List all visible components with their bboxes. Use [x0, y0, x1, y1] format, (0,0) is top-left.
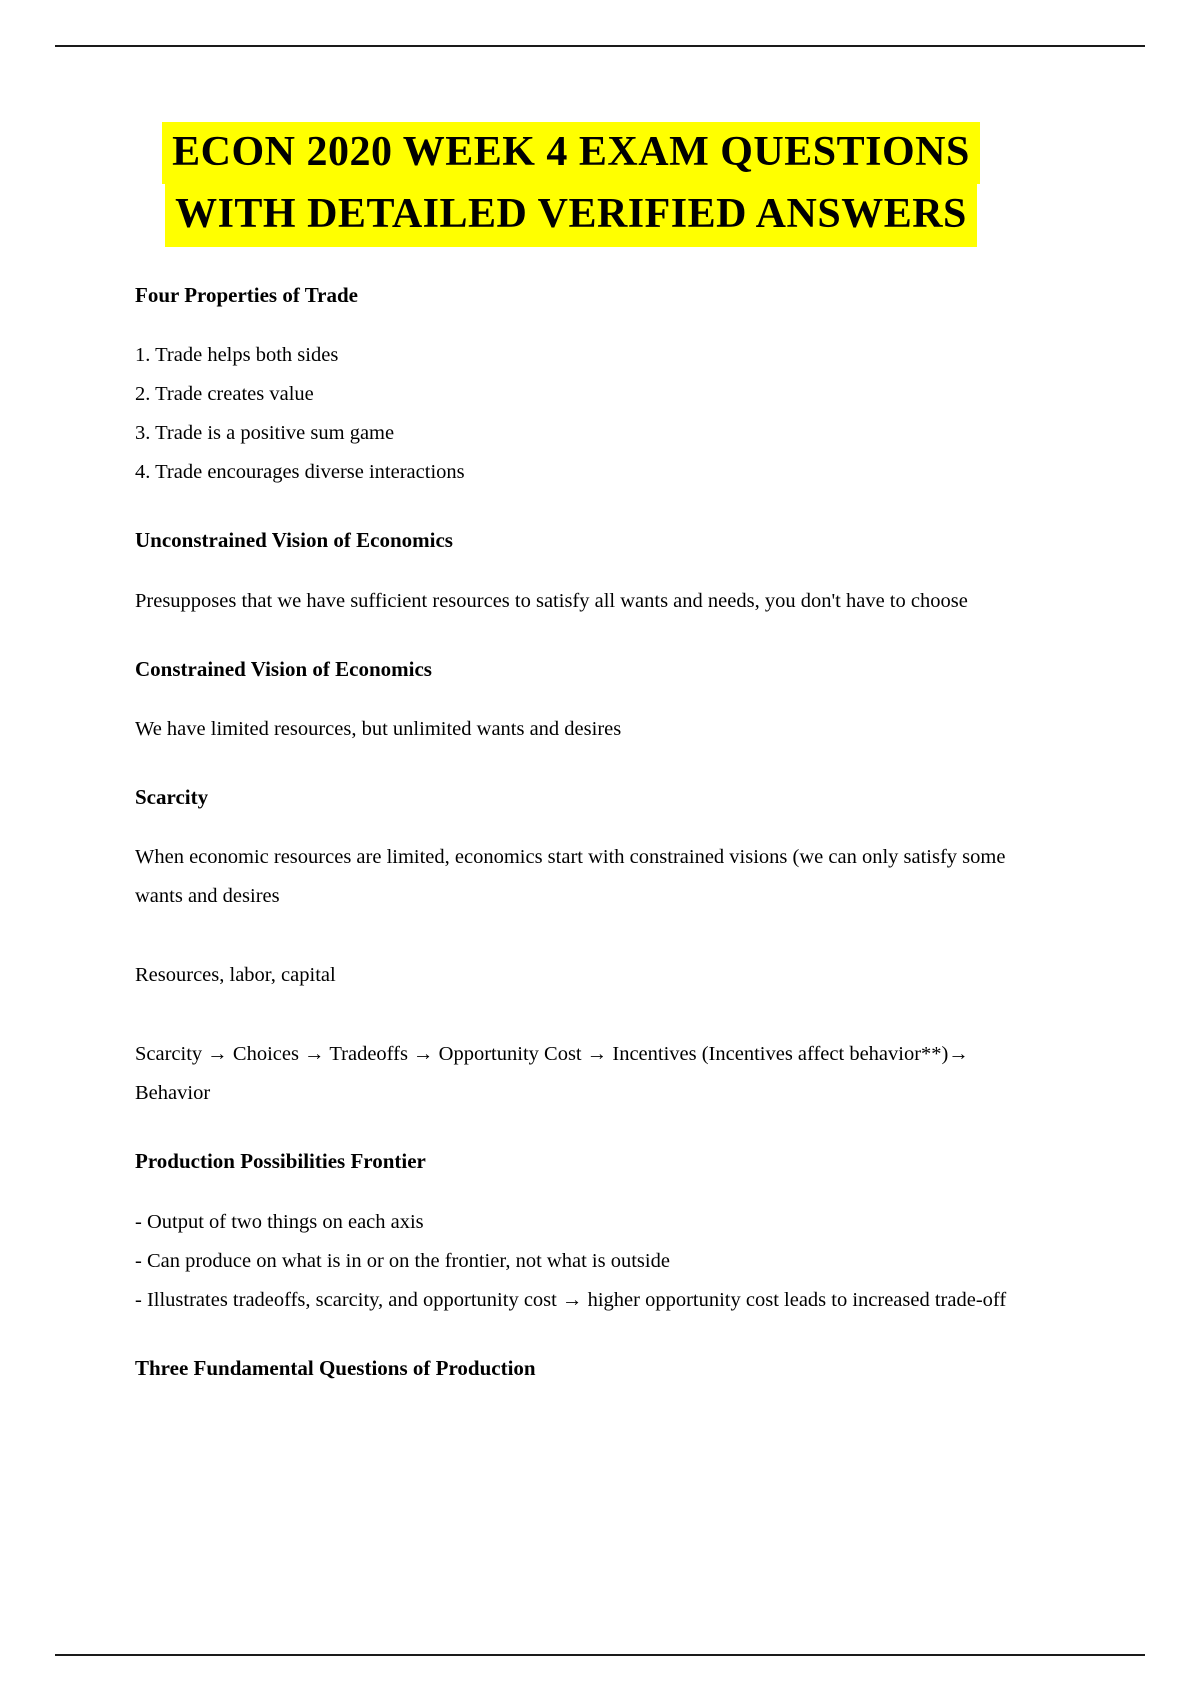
list-item: 4. Trade encourages diverse interactions [135, 461, 465, 484]
list-item: 3. Trade is a positive sum game [135, 422, 395, 445]
section-paragraph: Scarcity → Choices → Tradeoffs → Opportunity Cost → Incentives (Incentives affect behavior**)→ Behavior [135, 1043, 969, 1105]
section-paragraph: Resources, labor, capital [135, 964, 336, 987]
document-content [135, 122, 1007, 1383]
section-heading-production-possibilities-frontier: Production Possibilities Frontier [135, 1149, 426, 1174]
list-item: 2. Trade creates value [135, 383, 314, 406]
document-title [135, 122, 1007, 247]
section-heading-constrained-vision: Constrained Vision of Economics [135, 656, 432, 681]
section-paragraph: When economic resources are limited, economics start with constrained visions (we can only satisfy some wants and desires [135, 846, 1006, 908]
section-heading-three-fundamental-questions: Three Fundamental Questions of Production [135, 1355, 536, 1380]
section-heading-four-properties-of-trade: Four Properties of Trade [135, 282, 358, 307]
title-line-2: WITH DETAILED VERIFIED ANSWERS [165, 184, 977, 246]
title-line-1: ECON 2020 WEEK 4 EXAM QUESTIONS [162, 122, 980, 184]
ppf-list [135, 1203, 1007, 1320]
top-border-line [55, 45, 1145, 47]
list-item: - Can produce on what is in or on the frontier, not what is outside [135, 1249, 670, 1272]
section-paragraph: Presupposes that we have sufficient resources to satisfy all wants and needs, you don't have to choose [135, 589, 968, 612]
section-paragraph: We have limited resources, but unlimited wants and desires [135, 718, 622, 741]
section-heading-unconstrained-vision: Unconstrained Vision of Economics [135, 528, 453, 553]
list-item: - Output of two things on each axis [135, 1210, 424, 1233]
list-item: 1. Trade helps both sides [135, 344, 339, 367]
trade-properties-list [135, 336, 1007, 492]
list-item: - Illustrates tradeoffs, scarcity, and opportunity cost → higher opportunity cost leads to increased trade-off [135, 1288, 1007, 1311]
section-heading-scarcity: Scarcity [135, 785, 209, 810]
bottom-border-line [55, 1654, 1145, 1656]
